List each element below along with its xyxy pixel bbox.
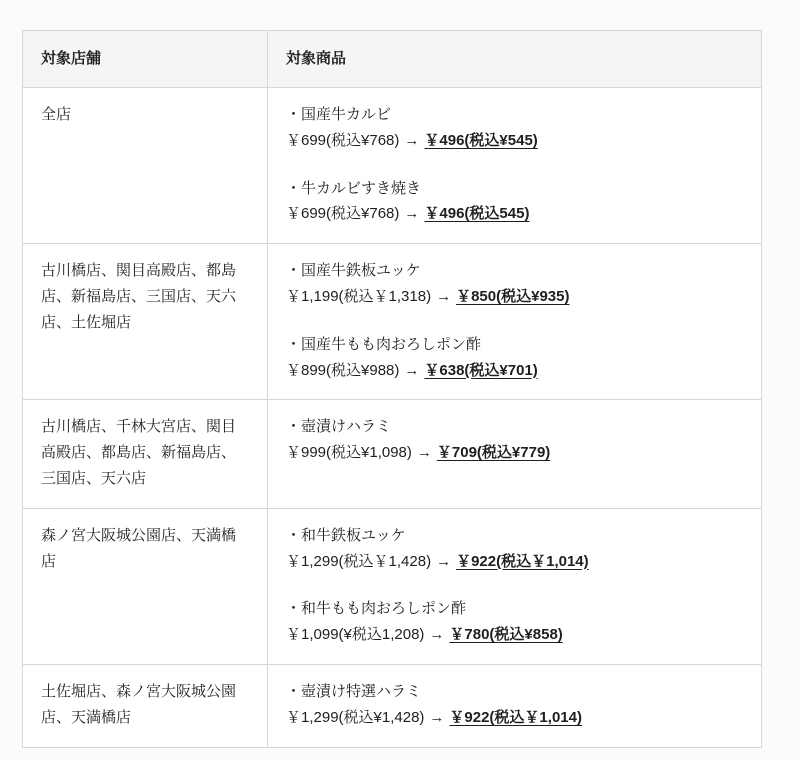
column-header-products: 対象商品	[268, 31, 762, 88]
arrow-glyph: →	[404, 205, 420, 223]
arrow-glyph: →	[416, 444, 432, 462]
table-row	[23, 400, 762, 508]
price-sale: ￥496(税込¥545)	[424, 131, 538, 149]
price-sale: ￥922(税込￥1,014)	[449, 708, 582, 726]
price-regular: ￥1,299(税込¥1,428)	[286, 708, 425, 726]
product-name: ・国産牛鉄板ユッケ	[286, 262, 421, 280]
price-sale: ￥780(税込¥858)	[449, 626, 563, 644]
price-regular: ￥699(税込¥768)	[286, 205, 400, 223]
products-cell	[268, 664, 762, 747]
price-sale: ￥496(税込545)	[424, 205, 530, 223]
arrow-glyph: →	[404, 361, 420, 379]
price-line	[286, 622, 743, 648]
stores-cell: 森ノ宮大阪城公園店、天満橋店	[23, 508, 268, 664]
table-row	[23, 244, 762, 400]
price-regular: ￥999(税込¥1,098)	[286, 444, 412, 462]
price-sale: ￥709(税込¥779)	[436, 444, 551, 462]
products-cell	[268, 508, 762, 664]
product-name: ・国産牛カルビ	[286, 106, 392, 123]
price-line	[286, 705, 743, 731]
product-item	[286, 332, 743, 384]
product-item	[286, 679, 743, 731]
stores-cell: 古川橋店、千林大宮店、関目高殿店、都島店、新福島店、三国店、天六店	[23, 400, 268, 508]
product-item	[286, 523, 743, 575]
price-line	[286, 284, 743, 310]
price-regular: ￥1,199(税込￥1,318)	[286, 287, 432, 305]
product-item	[286, 414, 743, 466]
arrow-glyph: →	[436, 287, 452, 305]
arrow-glyph: →	[404, 131, 420, 149]
products-cell	[268, 88, 762, 244]
products-cell	[268, 400, 762, 508]
header-row	[23, 31, 762, 88]
price-table	[22, 30, 762, 748]
product-item	[286, 596, 743, 648]
price-regular: ￥699(税込¥768)	[286, 131, 400, 149]
products-cell	[268, 244, 762, 400]
price-regular: ￥899(税込¥988)	[286, 361, 400, 379]
product-name: ・壺漬けハラミ	[286, 418, 392, 436]
column-header-stores: 対象店舗	[23, 31, 268, 88]
table-row	[23, 88, 762, 244]
product-name: ・牛カルビすき焼き	[286, 179, 422, 197]
product-name: ・和牛もも肉おろしポン酢	[286, 600, 467, 618]
product-name: ・国産牛もも肉おろしポン酢	[286, 335, 482, 353]
table-row	[23, 664, 762, 747]
price-line	[286, 201, 743, 227]
price-line	[286, 358, 743, 384]
price-line	[286, 440, 743, 466]
table-row	[23, 508, 762, 664]
product-name: ・和牛鉄板ユッケ	[286, 526, 406, 544]
price-sale: ￥922(税込￥1,014)	[456, 552, 589, 570]
price-sale: ￥850(税込¥935)	[456, 287, 570, 305]
stores-cell: 土佐堀店、森ノ宮大阪城公園店、天満橋店	[23, 664, 268, 747]
price-regular: ￥1,299(税込￥1,428)	[286, 552, 432, 570]
price-regular: ￥1,099(¥税込1,208)	[286, 626, 425, 644]
stores-cell: 古川橋店、関目高殿店、都島店、新福島店、三国店、天六店、土佐堀店	[23, 244, 268, 400]
arrow-glyph: →	[429, 626, 445, 644]
product-item	[286, 176, 743, 228]
price-sale: ￥638(税込¥701)	[424, 361, 538, 379]
price-line	[286, 549, 743, 575]
product-item	[286, 258, 743, 310]
arrow-glyph: →	[429, 708, 445, 726]
product-name: ・壺漬け特選ハラミ	[286, 682, 422, 700]
product-item	[286, 102, 743, 154]
arrow-glyph: →	[436, 552, 452, 570]
price-line	[286, 128, 743, 154]
stores-cell: 全店	[23, 88, 268, 244]
